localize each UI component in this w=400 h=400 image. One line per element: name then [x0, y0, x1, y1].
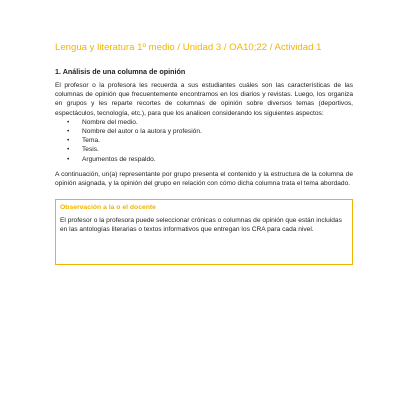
teacher-note-text: El profesor o la profesora puede seleccionar crónicas o columnas de opinión que están incluidas en las antologías literarias o textos informativos que entregan los CRA para cada nivel.: [60, 217, 342, 234]
intro-paragraph: El profesor o la profesora les recuerda a sus estudiantes cuáles son las características de las columnas de opinión que frecuentemente encontramos en los diarios y revistas. Luego, los organiza en grupos y les reparte recortes de columnas de opinión sobre diversos temas (deportivos, espectáculos, tecnología, etc.), para que los analicen considerando los siguientes aspectos:: [55, 82, 353, 117]
bullet-icon: •: [67, 118, 70, 126]
teacher-note-box: [55, 199, 353, 265]
aspects-list: [55, 118, 353, 164]
document-page: [55, 42, 353, 265]
teacher-note-title: Observación a la o el docente: [60, 204, 156, 212]
bullet-icon: •: [67, 128, 70, 136]
bullet-icon: •: [67, 146, 70, 154]
aspect-label: Tema.: [82, 137, 100, 145]
list-item: [55, 136, 353, 145]
list-item: [55, 118, 353, 127]
list-item: [55, 155, 353, 164]
aspect-label: Nombre del autor o la autora y profesión.: [82, 128, 202, 136]
section-heading: 1. Análisis de una columna de opinión: [55, 67, 186, 76]
list-item: [55, 145, 353, 154]
aspect-label: Nombre del medio.: [82, 118, 138, 126]
closing-paragraph: A continuación, un(a) representante por grupo presenta el contenido y la estructura de la columna de opinión asignada, y la opinión del grupo en relación con cómo dicha columna trata el tema abordado.: [55, 170, 353, 188]
bullet-icon: •: [67, 155, 70, 163]
aspect-label: Tesis.: [82, 146, 99, 154]
aspect-label: Argumentos de respaldo.: [82, 155, 156, 163]
page-title: Lengua y literatura 1º medio / Unidad 3 / OA10;22 / Actividad 1: [55, 42, 322, 53]
bullet-icon: •: [67, 137, 70, 145]
list-item: [55, 127, 353, 136]
